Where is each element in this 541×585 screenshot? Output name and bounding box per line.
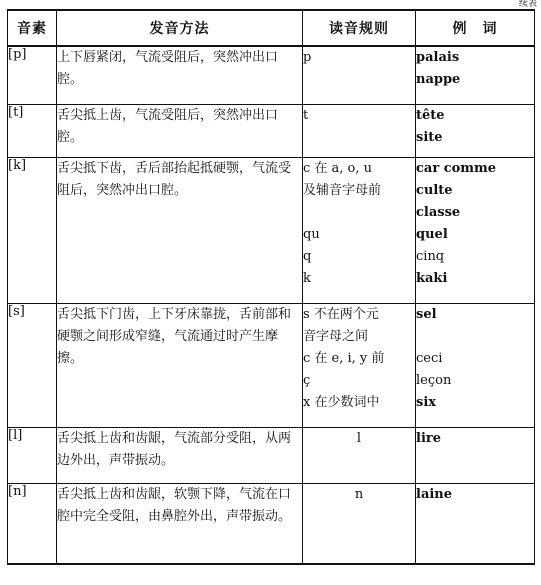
example-word: kaki: [416, 270, 448, 286]
phoneme-cell: [l]: [8, 427, 57, 483]
rule-line: ç: [303, 372, 311, 388]
example-word: ceci: [416, 350, 443, 366]
example-word: six: [416, 394, 437, 410]
example-word: site: [416, 129, 443, 145]
rule-line: k: [303, 270, 311, 286]
example-word: cinq: [416, 248, 445, 264]
rule-line: n: [354, 486, 364, 502]
example-word: nappe: [416, 72, 461, 87]
rule-line: c 在 e, i, y 前: [303, 350, 385, 366]
phoneme-cell: [s]: [8, 303, 57, 427]
rule-line: p: [303, 50, 312, 65]
example-cell: [416, 46, 535, 104]
example-cell: [416, 303, 535, 427]
table-row: [8, 104, 535, 157]
table-row: [8, 46, 535, 104]
header-rule: 读音规则: [303, 10, 416, 46]
rule-line: x 在少数词中: [303, 394, 380, 410]
table-row: [8, 427, 535, 483]
header-method: 发音方法: [57, 10, 303, 46]
example-cell: [416, 427, 535, 483]
rule-line: 及辅音字母前: [303, 182, 382, 198]
example-word: culte: [416, 182, 453, 198]
example-word: leçon: [416, 372, 452, 388]
table-row: [8, 157, 535, 303]
rule-cell: [303, 157, 416, 303]
rule-cell: [303, 104, 416, 157]
method-cell: 舌尖抵下齿，舌后部抬起抵硬颚，气流受阻后，突然冲出口腔。: [57, 157, 303, 303]
header-phoneme: 音素: [8, 10, 57, 46]
method-cell: 舌尖抵上齿和齿龈，软颚下降，气流在口腔中完全受阻，由鼻腔外出，声带振动。: [57, 483, 303, 564]
rule-cell: [303, 427, 416, 483]
example-word: [416, 326, 534, 348]
example-cell: [416, 157, 535, 303]
example-word: lire: [416, 430, 441, 446]
method-cell: 舌尖抵下门齿，上下牙床靠拢，舌前部和硬颚之间形成窄缝，气流通过时产生摩擦。: [57, 303, 303, 427]
phoneme-cell: [p]: [8, 46, 57, 104]
example-cell: [416, 104, 535, 157]
header-example: 例 词: [416, 10, 535, 46]
rule-cell: [303, 303, 416, 427]
example-cell: [416, 483, 535, 564]
rule-line: c 在 a, o, u: [303, 160, 373, 176]
example-word: classe: [416, 204, 461, 220]
example-word: tête: [416, 107, 445, 123]
table-row: [8, 483, 535, 564]
table-header-row: [8, 10, 535, 46]
phonetics-table: [7, 9, 535, 565]
rule-line: s 不在两个元: [303, 306, 379, 322]
example-word: palais: [416, 50, 460, 65]
phoneme-cell: [k]: [8, 157, 57, 303]
method-cell: 舌尖抵上齿和齿龈，气流部分受阻，从两边外出，声带振动。: [57, 427, 303, 483]
method-cell: 舌尖抵上齿，气流受阻后，突然冲出口腔。: [57, 104, 303, 157]
rule-cell: [303, 46, 416, 104]
rule-line: t: [303, 107, 309, 123]
rule-line: l: [356, 430, 362, 446]
example-word: quel: [416, 226, 448, 242]
rule-cell: [303, 483, 416, 564]
example-word: sel: [416, 306, 437, 322]
table-row: [8, 303, 535, 427]
phoneme-cell: [n]: [8, 483, 57, 564]
rule-line: q: [303, 248, 312, 264]
rule-line: [303, 127, 415, 149]
example-word: laine: [416, 486, 453, 502]
method-cell: 上下唇紧闭，气流受阻后，突然冲出口腔。: [57, 46, 303, 104]
rule-line: qu: [303, 226, 320, 242]
rule-line: [303, 202, 415, 224]
phoneme-cell: [t]: [8, 104, 57, 157]
rule-line: 音字母之间: [303, 328, 369, 344]
continued-label: 续表: [518, 0, 537, 9]
rule-line: [303, 69, 415, 91]
example-word: car comme: [416, 160, 497, 176]
